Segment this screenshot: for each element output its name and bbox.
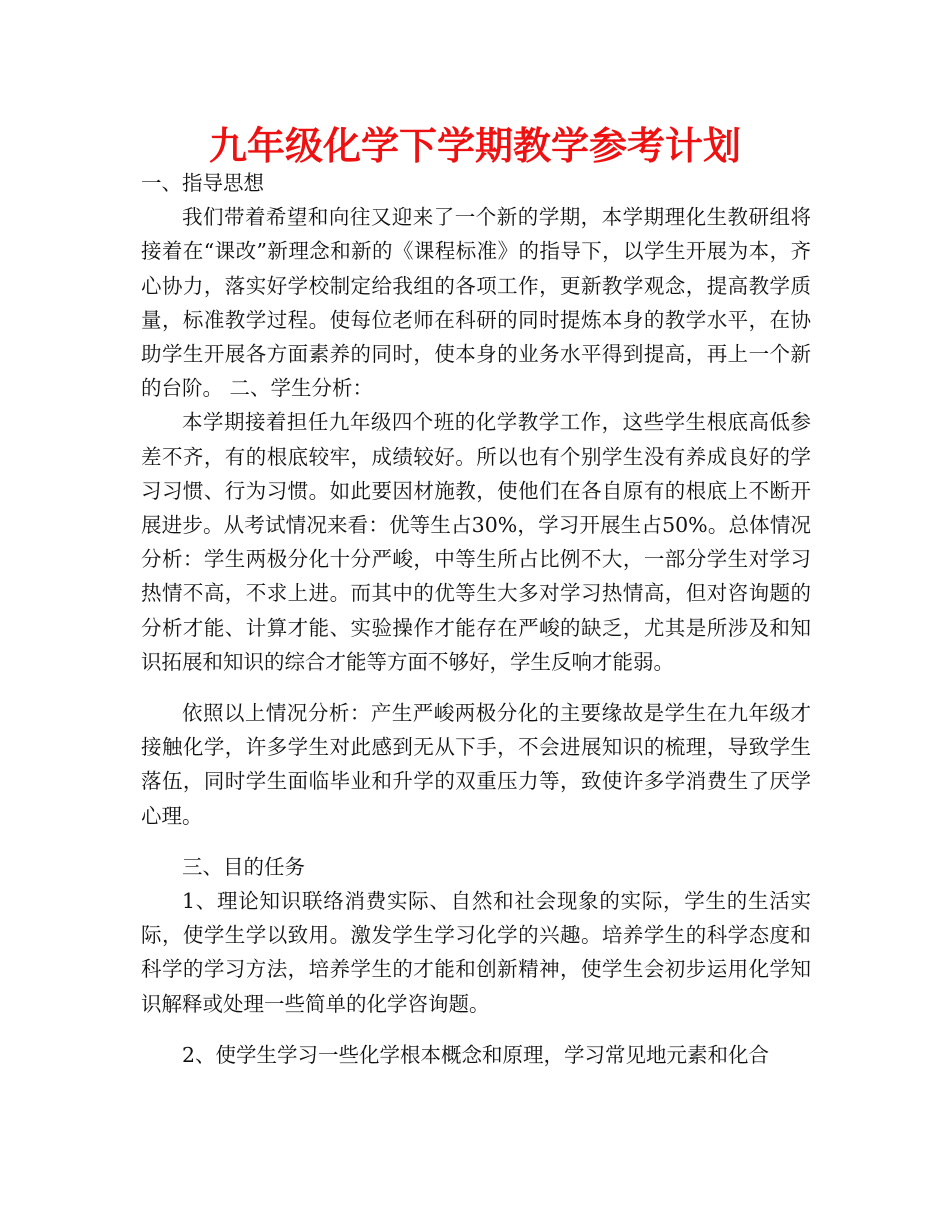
paragraph-analysis-reasons: 依照以上情况分析：产生严峻两极分化的主要缘故是学生在九年级才接触化学，许多学生对此感到无从下手，不会进展知识的梳理，导致学生落伍，同时学生面临毕业和升学的双重压力等，致使许多学消费生了厌学心理。 — [141, 701, 811, 828]
paragraph-goal-1: 1、理论知识联络消费实际、自然和社会现象的实际，学生的生活实际，使学生学以致用。激发学生学习化学的兴趣。培养学生的科学态度和科学的学习方法，培养学生的才能和创新精神，使学生会初步运用化学知识解释或处理一些简单的化学咨询题。 — [141, 889, 811, 1016]
document-title: 九年级化学下学期教学参考计划 — [208, 124, 741, 168]
section-heading-guiding-thought: 一、指导思想 — [141, 171, 264, 195]
paragraph-goal-2: 2、使学生学习一些化学根本概念和原理，学习常见地元素和化合 — [182, 1042, 770, 1067]
paragraph-guiding-thought: 我们带着希望和向往又迎来了一个新的学期，本学期理化生教研组将接着在“课改”新理念和新的《课程标准》的指导下，以学生开展为本，齐心协力，落实好学校制定给我组的各项工作，更新教学观念，提高教学质量，标准教学过程。使每位老师在科研的同时提炼本身的教学水平，在协助学生开展各方面素养的同时，使本身的业务水平得到提高，再上一个新的台阶。 二、学生分析： — [141, 205, 811, 401]
document-body — [141, 166, 811, 1072]
paragraph-student-analysis: 本学期接着担任九年级四个班的化学教学工作，这些学生根底高低参差不齐，有的根底较牢，成绩较好。所以也有个别学生没有养成良好的学习习惯、行为习惯。如此要因材施教，使他们在各自原有的根底上不断开展进步。从考试情况来看：优等生占30%，学习开展生占50%。总体情况分析：学生两极分化十分严峻，中等生所占比例不大，一部分学生对学习热情不高，不求上进。而其中的优等生大多对学习热情高，但对咨询题的分析才能、计算才能、实验操作才能存在严峻的缺乏，尤其是所涉及和知识拓展和知识的综合才能等方面不够好，学生反响才能弱。 — [141, 410, 811, 674]
section-heading-goals: 三、目的任务 — [182, 854, 305, 879]
